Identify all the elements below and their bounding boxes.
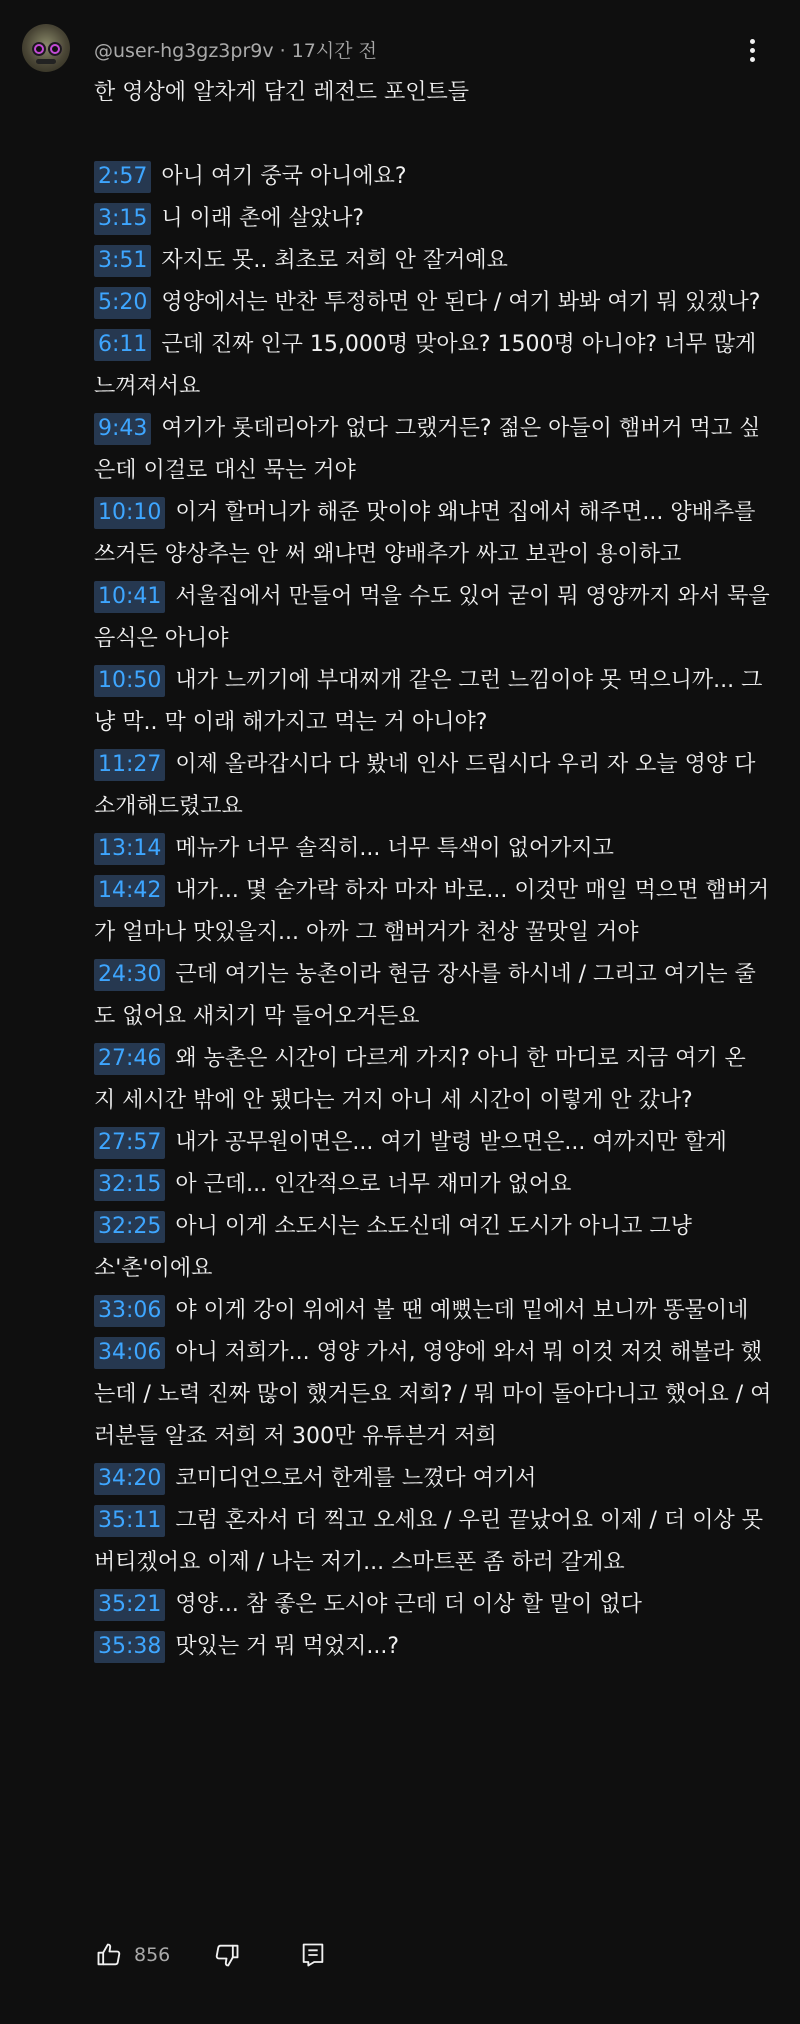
timestamp-link[interactable]: 35:38 <box>94 1631 165 1663</box>
timestamp-link[interactable]: 33:06 <box>94 1295 165 1327</box>
timestamp-line <box>94 660 774 744</box>
avatar-eye-left <box>32 42 46 56</box>
timestamp-line <box>94 492 774 576</box>
timestamp-line <box>94 828 774 870</box>
timestamp-link[interactable]: 5:20 <box>94 287 151 319</box>
timestamp-line <box>94 1332 774 1458</box>
timestamp-line <box>94 1500 774 1584</box>
timestamp-line <box>94 1584 774 1626</box>
timestamp-text: 자지도 못.. 최초로 저희 안 잘거예요 <box>161 248 508 273</box>
timestamp-link[interactable]: 24:30 <box>94 959 165 991</box>
timestamp-line <box>94 1122 774 1164</box>
timestamp-link[interactable]: 11:27 <box>94 749 165 781</box>
comment-header <box>94 36 377 63</box>
comment-body <box>94 72 774 1668</box>
timestamp-link[interactable]: 32:25 <box>94 1211 165 1243</box>
timestamp-text: 내가... 몇 숟가락 하자 마자 바로... 이것만 매일 먹으면 햄버거가 얼마나 맛있을지... 아까 그 햄버거가 천상 꿀맛일 거야 <box>94 878 770 945</box>
timestamp-line <box>94 198 774 240</box>
timestamp-link[interactable]: 13:14 <box>94 833 165 865</box>
timestamp-line <box>94 954 774 1038</box>
timestamp-line <box>94 1164 774 1206</box>
timestamp-line <box>94 240 774 282</box>
timestamp-text: 아니 저희가... 영양 가서, 영양에 와서 뭐 이것 저것 해볼라 했는데 / 노력 진짜 많이 했거든요 저희? / 뭐 마이 돌아다니고 했어요 / 여러분들 알죠 저희 저 300만 유튜븐거 저희 <box>94 1340 772 1449</box>
timestamp-link[interactable]: 32:15 <box>94 1169 165 1201</box>
reply-comment-icon[interactable] <box>298 1940 328 1970</box>
timestamp-line <box>94 1206 774 1290</box>
timestamp-line <box>94 324 774 408</box>
avatar-mouth <box>36 59 56 64</box>
meta-separator: · <box>279 40 286 62</box>
timestamp-link[interactable]: 10:10 <box>94 497 165 529</box>
timestamp-text: 메뉴가 너무 솔직히... 너무 특색이 없어가지고 <box>175 836 614 861</box>
timestamp-line <box>94 1290 774 1332</box>
timestamp-text: 그럼 혼자서 더 찍고 오세요 / 우린 끝났어요 이제 / 더 이상 못 버티겠어요 이제 / 나는 저기... 스마트폰 좀 하러 갈게요 <box>94 1508 763 1575</box>
timestamp-link[interactable]: 3:51 <box>94 245 151 277</box>
timestamp-link[interactable]: 34:20 <box>94 1463 165 1495</box>
timestamp-line <box>94 744 774 828</box>
timestamp-text: 이제 올라갑시다 다 봤네 인사 드립시다 우리 자 오늘 영양 다 소개해드렸고요 <box>94 752 756 819</box>
timestamp-link[interactable]: 34:06 <box>94 1337 165 1369</box>
more-vert-icon[interactable] <box>740 34 764 66</box>
timestamp-text: 서울집에서 만들어 먹을 수도 있어 굳이 뭐 영양까지 와서 묵을 음식은 아니야 <box>94 584 770 651</box>
timestamp-text: 이거 할머니가 해준 맛이야 왜냐면 집에서 해주면... 양배추를 쓰거든 양상추는 안 써 왜냐면 양배추가 싸고 보관이 용이하고 <box>94 500 756 567</box>
timestamp-text: 아니 이게 소도시는 소도신데 여긴 도시가 아니고 그냥 소'촌'이에요 <box>94 1214 692 1281</box>
timestamp-text: 아 근데... 인간적으로 너무 재미가 없어요 <box>175 1172 572 1197</box>
timestamp-text: 야 이게 강이 위에서 볼 땐 예뻤는데 밑에서 보니까 똥물이네 <box>175 1298 749 1323</box>
comment-title: 한 영상에 알차게 담긴 레전드 포인트들 <box>94 80 469 105</box>
timestamp-link[interactable]: 35:11 <box>94 1505 165 1537</box>
timestamp-text: 아니 여기 중국 아니에요? <box>161 164 407 189</box>
timestamp-link[interactable]: 9:43 <box>94 413 151 445</box>
timestamp-text: 맛있는 거 뭐 먹었지...? <box>175 1634 400 1659</box>
timestamp-line <box>94 156 774 198</box>
timestamp-text: 근데 여기는 농촌이라 현금 장사를 하시네 / 그리고 여기는 줄도 없어요 새치기 막 들어오거든요 <box>94 962 756 1029</box>
timestamp-text: 코미디언으로서 한계를 느꼈다 여기서 <box>175 1466 537 1491</box>
timestamp-line <box>94 1038 774 1122</box>
timestamp-text: 여기가 롯데리아가 없다 그랬거든? 젊은 아들이 햄버거 먹고 싶은데 이걸로 대신 묵는 거야 <box>94 416 761 483</box>
timestamp-line <box>94 576 774 660</box>
timestamp-link[interactable]: 14:42 <box>94 875 165 907</box>
timestamp-link[interactable]: 27:57 <box>94 1127 165 1159</box>
timestamp-text: 내가 느끼기에 부대찌개 같은 그런 느낌이야 못 먹으니까... 그냥 막.. 막 이래 해가지고 먹는 거 아니야? <box>94 668 763 735</box>
timestamp-link[interactable]: 3:15 <box>94 203 151 235</box>
timestamp-line <box>94 1458 774 1500</box>
timestamp-text: 영양... 참 좋은 도시야 근데 더 이상 할 말이 없다 <box>175 1592 642 1617</box>
timestamp-line <box>94 408 774 492</box>
timestamp-link[interactable]: 27:46 <box>94 1043 165 1075</box>
timestamp-link[interactable]: 35:21 <box>94 1589 165 1621</box>
timestamp-link[interactable]: 10:41 <box>94 581 165 613</box>
timestamp-line <box>94 1626 774 1668</box>
time-ago[interactable]: 17시간 전 <box>291 40 377 62</box>
timestamp-link[interactable]: 2:57 <box>94 161 151 193</box>
timestamp-line <box>94 870 774 954</box>
timestamp-link[interactable]: 6:11 <box>94 329 151 361</box>
like-count: 856 <box>134 1944 171 1966</box>
timestamp-link[interactable]: 10:50 <box>94 665 165 697</box>
timestamp-text: 니 이래 촌에 살았나? <box>161 206 365 231</box>
avatar[interactable] <box>22 24 70 72</box>
timestamp-text: 영양에서는 반찬 투정하면 안 된다 / 여기 봐봐 여기 뭐 있겠나? <box>161 290 761 315</box>
username[interactable]: @user-hg3gz3pr9v <box>94 40 274 62</box>
timestamp-text: 근데 진짜 인구 15,000명 맞아요? 1500명 아니야? 너무 많게 느껴져서요 <box>94 332 757 399</box>
comment-actions <box>94 1935 328 1975</box>
thumbs-up-icon[interactable] <box>94 1940 124 1970</box>
timestamp-text: 내가 공무원이면은... 여기 발령 받으면은... 여까지만 할게 <box>175 1130 727 1155</box>
thumbs-down-icon[interactable] <box>212 1940 242 1970</box>
avatar-eye-right <box>48 42 62 56</box>
timestamp-text: 왜 농촌은 시간이 다르게 가지? 아니 한 마디로 지금 여기 온 지 세시간 밖에 안 됐다는 거지 아니 세 시간이 이렇게 안 갔나? <box>94 1046 746 1113</box>
timestamp-list <box>94 156 774 1668</box>
timestamp-line <box>94 282 774 324</box>
